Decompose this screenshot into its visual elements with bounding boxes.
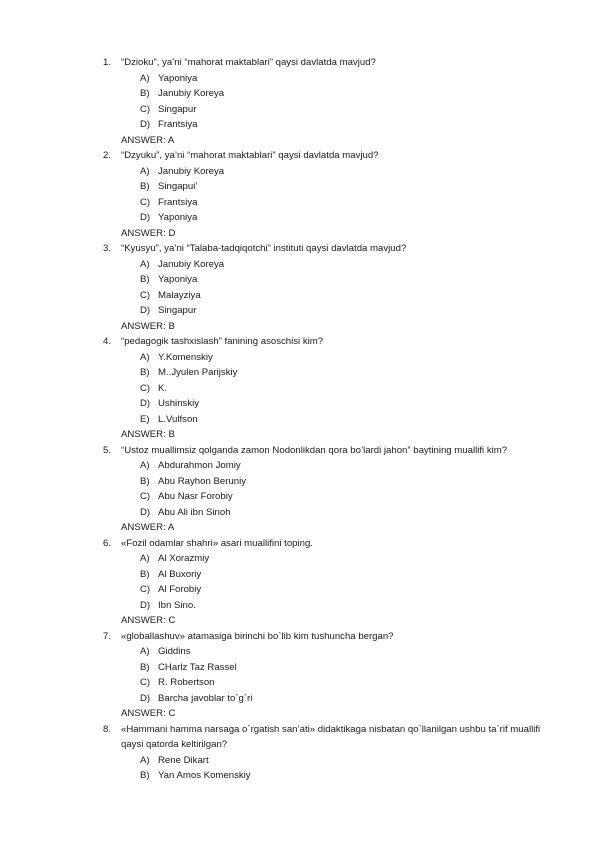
answer-option (0, 102, 596, 118)
option-letter: A) (140, 351, 150, 363)
answer-value: D (168, 227, 176, 239)
option-text: Singapui’ (158, 181, 198, 192)
option-text: Janubiy Koreya (158, 88, 225, 99)
answer-option (0, 288, 596, 304)
option-letter: A) (140, 165, 150, 177)
option-list (0, 551, 596, 613)
question (0, 629, 541, 645)
answer-label: ANSWER: (121, 615, 166, 626)
answer-option (0, 458, 596, 474)
answer-option (0, 598, 596, 614)
option-letter: D) (140, 119, 151, 130)
answer-option (0, 660, 596, 676)
question (0, 334, 541, 350)
option-text: Janubiy Koreya (158, 258, 225, 270)
question-text: «Fozil odamlar shahri» asari muallifini toping. (121, 537, 313, 549)
answer-option (0, 474, 596, 490)
option-letter: B) (140, 367, 150, 378)
answer-line (0, 706, 596, 722)
answer-option (0, 768, 596, 784)
option-text: Abu Ali ibn Sinoh (158, 506, 231, 518)
option-text: Ibn Sino. (158, 599, 196, 611)
question-number: 6. (103, 537, 112, 549)
answer-option (0, 691, 596, 707)
answer-option (0, 381, 596, 397)
answer-option (0, 117, 596, 133)
option-text: Al Forobiy (158, 584, 202, 595)
question-text: “Ustoz muallimsiz qolganda zamon Nodonlikdan qora bo’lardi jahon” baytining muallifi kim? (121, 444, 508, 456)
question-text: «Hammani hamma narsaga o`rgatish san’ati» didaktikaga nisbatan qo`llanilgan ushbu ta`rif muallifi qaysi qatorda keltirilgan? (121, 723, 541, 750)
option-letter: B) (140, 181, 150, 192)
option-letter: C) (140, 491, 151, 502)
option-letter: D) (140, 305, 151, 316)
option-text: Barcha javoblar to`g`ri (158, 692, 253, 704)
answer-label: ANSWER: (121, 429, 166, 440)
answer-option (0, 303, 596, 319)
option-text: L.Vulfson (158, 413, 198, 425)
option-text: Yan Amos Komenskiy (158, 770, 251, 781)
question (0, 241, 541, 257)
question-number: 5. (103, 444, 112, 456)
answer-line (0, 133, 596, 149)
answer-option (0, 412, 596, 428)
option-letter: C) (140, 196, 151, 208)
question-number: 4. (103, 336, 112, 347)
option-letter: A) (140, 553, 150, 564)
option-text: R. Robertson (158, 677, 215, 688)
answer-option (0, 675, 596, 691)
option-list (0, 257, 596, 319)
answer-option (0, 210, 596, 226)
answer-option (0, 257, 596, 273)
option-text: Rene Dikart (158, 754, 209, 766)
question-text: “pedagogik tashxislash” fanining asoschisi kim? (121, 336, 324, 347)
option-list (0, 644, 596, 706)
answer-option (0, 582, 596, 598)
option-letter: C) (140, 103, 151, 115)
question-number: 7. (103, 630, 112, 642)
answer-label: ANSWER: (121, 708, 166, 719)
question (0, 148, 541, 164)
answer-label: ANSWER: (121, 227, 166, 239)
answer-option (0, 567, 596, 583)
option-letter: B) (140, 88, 150, 99)
option-letter: B) (140, 274, 150, 285)
question (0, 443, 541, 459)
option-letter: D) (140, 506, 151, 518)
option-text: Janubiy Koreya (158, 165, 225, 177)
option-list (0, 350, 596, 428)
question (0, 55, 541, 71)
option-letter: D) (140, 398, 151, 409)
answer-option (0, 505, 596, 521)
question (0, 536, 541, 552)
question-number: 1. (103, 57, 112, 68)
answer-option (0, 86, 596, 102)
option-list (0, 458, 596, 520)
question-text: “Dzioku”, ya’ni “mahorat maktablari” qaysi davlatda mavjud? (121, 57, 376, 68)
option-letter: B) (140, 770, 150, 781)
answer-label: ANSWER: (121, 522, 166, 533)
option-list (0, 71, 596, 133)
question-text: “Kyusyu”, ya’ni “Talaba-tadqiqotchi” instituti qaysi davlatda mavjud? (121, 243, 407, 254)
answer-option (0, 195, 596, 211)
option-letter: C) (140, 584, 151, 595)
question (0, 722, 541, 753)
option-text: Singapur (158, 103, 197, 115)
question-number: 3. (103, 243, 112, 254)
answer-value: A (167, 522, 175, 533)
answer-line (0, 319, 596, 335)
answer-option (0, 179, 596, 195)
answer-option (0, 551, 596, 567)
answer-line (0, 226, 596, 242)
answer-value: B (168, 429, 175, 440)
option-text: Yaponiya (158, 212, 198, 223)
answer-line (0, 520, 596, 536)
option-text: M..Jyulen Parijskiy (158, 367, 238, 378)
answer-line (0, 613, 596, 629)
option-letter: A) (140, 646, 150, 657)
option-text: Giddins (158, 646, 191, 657)
option-letter: D) (140, 599, 151, 611)
option-text: Singapur (158, 305, 197, 316)
answer-option (0, 644, 596, 660)
option-text: Abu Rayhon Beruniy (158, 475, 246, 487)
option-text: Al Buxoriy (158, 568, 202, 580)
option-text: Frantsiya (158, 196, 198, 208)
option-text: Abu Nasr Forobiy (158, 491, 233, 502)
option-letter: C) (140, 289, 151, 301)
answer-label: ANSWER: (121, 134, 166, 146)
option-text: Y.Komenskiy (158, 351, 213, 363)
answer-option (0, 489, 596, 505)
option-list (0, 753, 596, 784)
option-text: Al Xorazmiy (158, 553, 210, 564)
question-number: 2. (103, 150, 112, 161)
option-text: Ushinskiy (158, 398, 200, 409)
option-text: CHarlz Taz Rassel (158, 661, 237, 673)
option-text: Yaponiya (158, 274, 198, 285)
answer-option (0, 396, 596, 412)
question-text: «globallashuv» atamasiga birinchi bo`lib kim tushuncha bergan? (121, 630, 394, 642)
document-body (0, 55, 596, 784)
option-list (0, 164, 596, 226)
option-letter: C) (140, 677, 151, 688)
option-letter: D) (140, 212, 151, 223)
answer-value: A (167, 134, 175, 146)
option-letter: A) (140, 460, 150, 471)
answer-option (0, 164, 596, 180)
answer-value: C (168, 708, 176, 719)
option-letter: E) (140, 413, 150, 425)
option-letter: A) (140, 258, 150, 270)
question-text: “Dzyuku”, ya’ni “mahorat maktablari” qaysi davlatda mavjud? (121, 150, 379, 161)
option-letter: B) (140, 475, 150, 487)
option-letter: A) (140, 72, 150, 84)
option-text: Frantsiya (158, 119, 198, 130)
answer-option (0, 365, 596, 381)
option-letter: A) (140, 754, 150, 766)
question-number: 8. (103, 723, 112, 735)
answer-value: C (168, 615, 176, 626)
answer-option (0, 753, 596, 769)
answer-option (0, 272, 596, 288)
answer-option (0, 71, 596, 87)
answer-value: B (168, 320, 175, 332)
option-letter: C) (140, 382, 151, 394)
answer-option (0, 350, 596, 366)
option-letter: D) (140, 692, 151, 704)
option-text: K. (158, 382, 168, 394)
option-letter: B) (140, 661, 150, 673)
option-text: Yaponiya (158, 72, 198, 84)
option-text: Abdurahmon Jomiy (158, 460, 241, 471)
answer-line (0, 427, 596, 443)
option-letter: B) (140, 568, 150, 580)
answer-label: ANSWER: (121, 320, 166, 332)
option-text: Malayziya (158, 289, 201, 301)
